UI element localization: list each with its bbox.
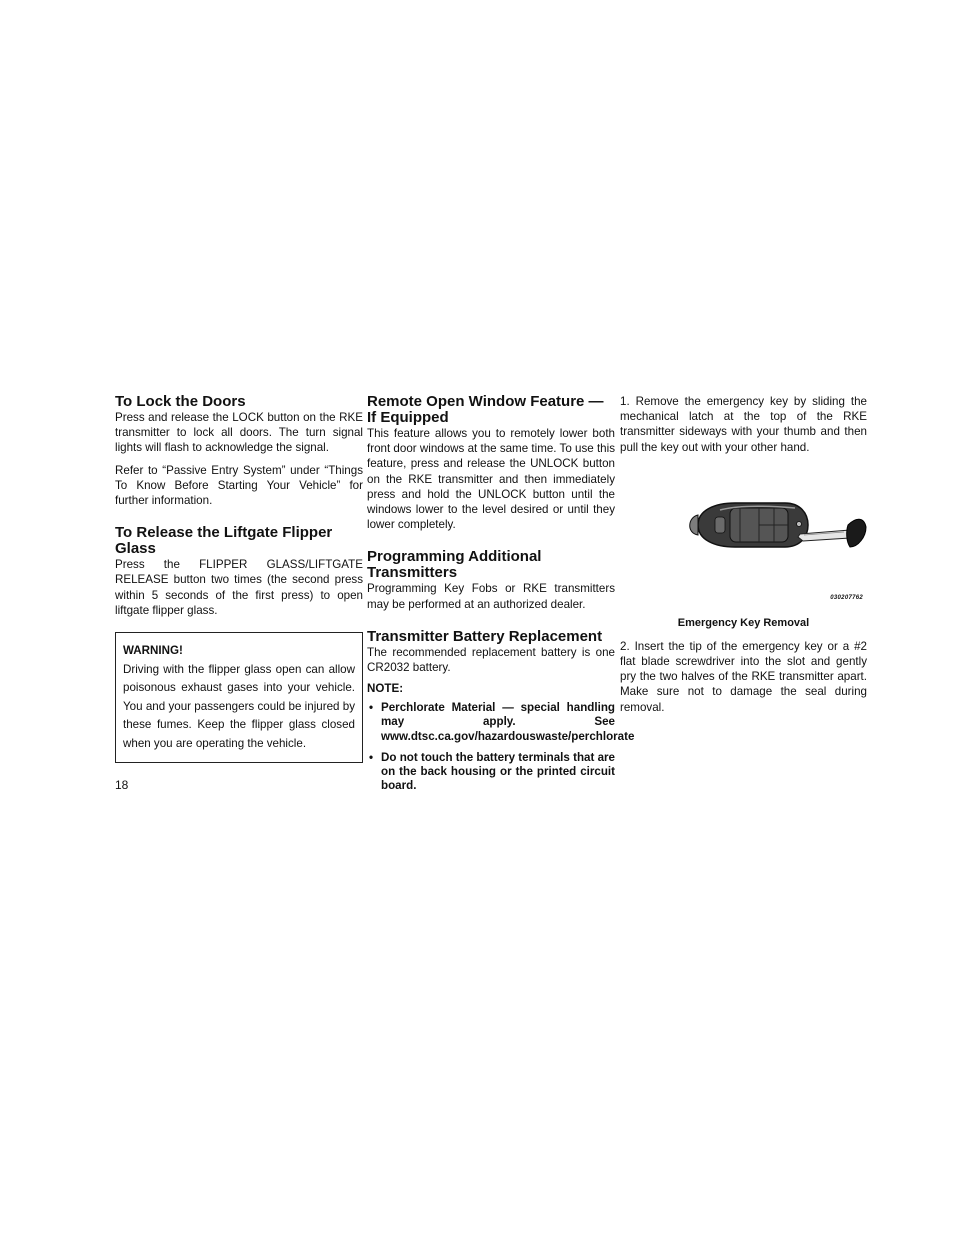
- heading-liftgate-line2: Glass: [115, 540, 156, 558]
- paragraph-remote-window: This feature allows you to remotely lower both front door windows at the same time. To use this feature, press and release the UNLOCK button on the RKE transmitter and then immediately press and hold the UNLOCK button until the windows lower to the level desired or until they lower completely.: [367, 427, 615, 532]
- bullet-text: Do not touch the battery terminals that are on the back housing or the printed circuit board.: [381, 750, 615, 793]
- key-head: [847, 519, 866, 547]
- list-item: [367, 751, 615, 794]
- bullet-list: [367, 701, 635, 793]
- note-label: NOTE:: [367, 682, 404, 696]
- column-right: [620, 394, 867, 722]
- heading-remote-line2: If Equipped: [367, 409, 449, 426]
- figure-code: 030207762: [830, 594, 863, 601]
- paragraph-battery: The recommended replacement battery is one CR2032 battery.: [367, 645, 615, 675]
- fob-nose: [690, 515, 698, 535]
- heading-battery: Transmitter Battery Replacement: [367, 627, 603, 645]
- warning-title: WARNING!: [123, 644, 183, 658]
- paragraph-lock-doors: Press and release the LOCK button on the RKE transmitter to lock all doors. The turn signal lights will flash to acknowledge the signal.: [115, 411, 363, 455]
- list-item: [367, 701, 635, 744]
- heading-liftgate-line1: To Release the Liftgate Flipper: [115, 524, 333, 542]
- bullet-text: Perchlorate Material — special handling may apply. See www.dtsc.ca.gov/hazardouswaste/perchlorate: [381, 701, 635, 743]
- heading-liftgate-flipper: [115, 525, 363, 557]
- warning-body: Driving with the flipper glass open can allow poisonous exhaust gases into your vehicle. You and your passengers could be injured by these fumes. Keep the flipper glass closed when you are operating the vehicle.: [123, 662, 355, 750]
- column-middle: [367, 393, 635, 800]
- paragraph-liftgate: Press the FLIPPER GLASS/LIFTGATE RELEASE button two times (the second press within 5 seconds of the first press) to open liftgate flipper glass.: [115, 558, 363, 617]
- key-fob-illustration-icon: [620, 465, 867, 595]
- heading-remote-line1: Remote Open Window Feature —: [367, 393, 604, 410]
- bullet-icon: •: [369, 750, 374, 764]
- column-left: [115, 394, 363, 763]
- heading-programming-line2: Transmitters: [367, 564, 458, 582]
- paragraph-step-2: 2. Insert the tip of the emergency key or a #2 flat blade screwdriver into the slot and gently pry the two halves of the RKE transmitter apart. Make sure not to damage the seal during removal.: [620, 639, 867, 714]
- warning-box: [115, 632, 363, 763]
- heading-programming-line1: Programming Additional: [367, 548, 542, 566]
- paragraph-step-1: 1. Remove the emergency key by sliding the mechanical latch at the top of the RKE transmitter sideways with your thumb and then pull the key out with your other hand.: [620, 395, 867, 454]
- page-number: 18: [115, 778, 129, 792]
- heading-lock-doors: To Lock the Doors: [115, 393, 246, 410]
- bullet-icon: •: [369, 701, 374, 715]
- heading-remote-window: [367, 394, 615, 426]
- paragraph-passive-entry-ref: Refer to “Passive Entry System” under “Things To Know Before Starting Your Vehicle” for further information.: [115, 463, 363, 508]
- figure-emergency-key: [620, 465, 867, 615]
- heading-programming: [367, 549, 615, 581]
- paragraph-programming: Programming Key Fobs or RKE transmitters may be performed at an authorized dealer.: [367, 582, 615, 611]
- figure-caption: Emergency Key Removal: [677, 616, 810, 629]
